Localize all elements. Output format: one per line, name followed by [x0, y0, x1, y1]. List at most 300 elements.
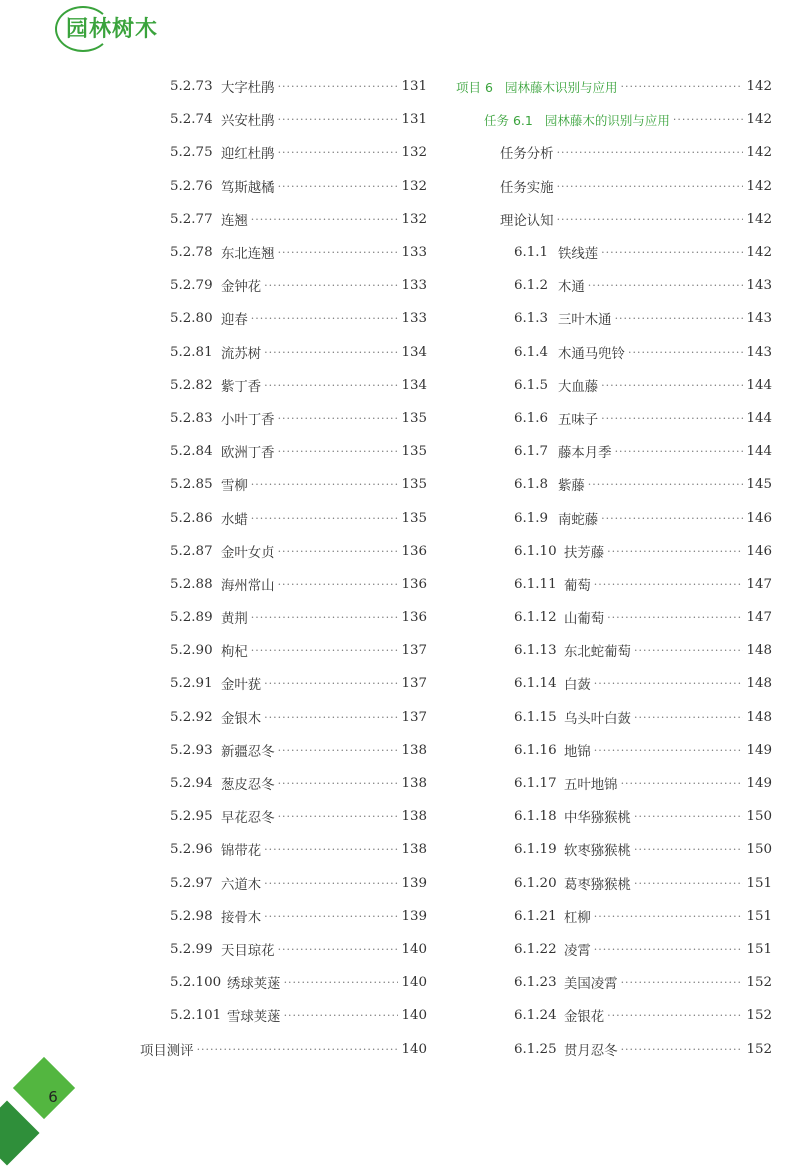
- entry-title: 葱皮忍冬: [221, 778, 275, 794]
- entry-title: 南蛇藤: [558, 512, 599, 528]
- leader-dots: [620, 80, 743, 93]
- leader-dots: [251, 312, 399, 325]
- entry-title: 迎春: [221, 313, 248, 329]
- entry-number: 6.1.20: [514, 875, 557, 891]
- entry-page: 152: [746, 1041, 772, 1057]
- entry-page: 148: [746, 676, 772, 692]
- leader-dots: [284, 976, 399, 989]
- entry-number: 5.2.79: [170, 278, 213, 294]
- toc-entry[interactable]: [130, 203, 427, 236]
- entry-number: 6.1.14: [514, 676, 557, 692]
- entry-page: 148: [746, 709, 772, 725]
- toc-entry[interactable]: [130, 867, 427, 900]
- leader-dots: [264, 910, 398, 923]
- leader-dots: [673, 113, 744, 126]
- entry-title: 贯月忍冬: [564, 1043, 618, 1059]
- entry-title: 中华猕猴桃: [564, 811, 631, 827]
- entry-title: 东北连翘: [221, 247, 275, 263]
- entry-title: 杠柳: [564, 910, 591, 926]
- entry-page: 135: [401, 477, 427, 493]
- entry-title: 紫藤: [558, 479, 585, 495]
- leader-dots: [588, 279, 744, 292]
- leader-dots: [557, 146, 744, 159]
- leader-dots: [264, 279, 398, 292]
- toc-entry[interactable]: [456, 170, 772, 203]
- entry-title: 项目测评: [140, 1043, 194, 1059]
- leader-dots: [607, 1009, 743, 1022]
- entry-page: 143: [746, 278, 772, 294]
- entry-page: 142: [746, 112, 772, 128]
- entry-page: 152: [746, 975, 772, 991]
- entry-page: 143: [746, 344, 772, 360]
- entry-title: 木通马兜铃: [558, 346, 625, 362]
- entry-number: 5.2.83: [170, 410, 213, 426]
- entry-title: 金银花: [564, 1010, 605, 1026]
- entry-page: 131: [401, 112, 427, 128]
- entry-title: 金叶女贞: [221, 545, 275, 561]
- entry-number: 5.2.75: [170, 145, 213, 161]
- leader-dots: [601, 246, 743, 259]
- entry-title: 雪柳: [221, 479, 248, 495]
- entry-page: 140: [401, 1041, 427, 1057]
- toc-entry[interactable]: [456, 734, 772, 767]
- toc-entry[interactable]: [456, 468, 772, 501]
- leader-dots: [251, 611, 399, 624]
- entry-title: 地锦: [564, 744, 591, 760]
- entry-number: 5.2.77: [170, 211, 213, 227]
- leader-dots: [278, 412, 399, 425]
- leader-dots: [197, 1043, 399, 1056]
- leader-dots: [264, 379, 398, 392]
- toc-entry[interactable]: [130, 302, 427, 335]
- toc-entry-project-evaluation[interactable]: [130, 1032, 427, 1065]
- entry-title: 金叶莸: [221, 678, 262, 694]
- leader-dots: [628, 346, 743, 359]
- entry-number: 5.2.92: [170, 709, 213, 725]
- toc-entry[interactable]: [456, 203, 772, 236]
- entry-number: 5.2.95: [170, 809, 213, 825]
- entry-title: 枸杞: [221, 645, 248, 661]
- entry-page: 138: [401, 742, 427, 758]
- toc-entry[interactable]: [130, 236, 427, 269]
- entry-title: 新疆忍冬: [221, 744, 275, 760]
- leader-dots: [284, 1009, 399, 1022]
- leader-dots: [278, 113, 399, 126]
- entry-page: 151: [746, 941, 772, 957]
- leader-dots: [615, 445, 744, 458]
- toc-entry[interactable]: [130, 701, 427, 734]
- entry-page: 133: [401, 278, 427, 294]
- entry-number: 6.1.8: [514, 477, 549, 493]
- entry-title: 金钟花: [221, 280, 262, 296]
- entry-page: 138: [401, 842, 427, 858]
- entry-page: 150: [746, 809, 772, 825]
- entry-title: 扶芳藤: [564, 545, 605, 561]
- leader-dots: [251, 644, 399, 657]
- entry-page: 136: [401, 576, 427, 592]
- entry-page: 142: [746, 211, 772, 227]
- entry-title: 兴安杜鹃: [221, 114, 275, 130]
- entry-page: 150: [746, 842, 772, 858]
- leader-dots: [278, 943, 399, 956]
- entry-page: 139: [401, 875, 427, 891]
- entry-page: 135: [401, 510, 427, 526]
- toc-entry[interactable]: [130, 601, 427, 634]
- leader-dots: [634, 877, 743, 890]
- leader-dots: [251, 213, 399, 226]
- entry-number: 6.1.1: [514, 245, 549, 261]
- leader-dots: [278, 146, 399, 159]
- entry-number: 6.1.6: [514, 410, 549, 426]
- toc-entry[interactable]: [456, 435, 772, 468]
- entry-title: 五味子: [558, 412, 599, 428]
- toc-entry[interactable]: [456, 701, 772, 734]
- toc-entry[interactable]: [130, 900, 427, 933]
- entry-number: 5.2.78: [170, 245, 213, 261]
- leader-dots: [607, 611, 743, 624]
- entry-number: 5.2.80: [170, 311, 213, 327]
- entry-title: 五叶地锦: [564, 778, 618, 794]
- leader-dots: [251, 478, 399, 491]
- entry-title: 大血藤: [558, 379, 599, 395]
- entry-page: 151: [746, 875, 772, 891]
- toc-entry[interactable]: [130, 402, 427, 435]
- entry-page: 147: [746, 576, 772, 592]
- toc-entry[interactable]: [130, 269, 427, 302]
- entry-page: 133: [401, 245, 427, 261]
- toc-entry[interactable]: [130, 667, 427, 700]
- entry-page: 142: [746, 245, 772, 261]
- entry-number: 任务 6.1: [484, 112, 533, 128]
- entry-title: 雪球荚蒾: [227, 1010, 281, 1026]
- entry-title: 大字杜鹃: [221, 81, 275, 97]
- leader-dots: [634, 644, 743, 657]
- toc-entry[interactable]: [130, 800, 427, 833]
- leader-dots: [601, 412, 743, 425]
- toc-entry[interactable]: [456, 535, 772, 568]
- entry-number: 5.2.96: [170, 842, 213, 858]
- leader-dots: [278, 744, 399, 757]
- entry-number: 5.2.82: [170, 377, 213, 393]
- entry-title: 任务分析: [500, 147, 554, 163]
- entry-title: 园林藤木识别与应用: [504, 79, 618, 95]
- leader-dots: [278, 545, 399, 558]
- entry-number: 5.2.97: [170, 875, 213, 891]
- entry-number: 6.1.10: [514, 543, 557, 559]
- toc-entry[interactable]: [130, 103, 427, 136]
- leader-dots: [594, 910, 744, 923]
- entry-title: 天目琼花: [221, 943, 275, 959]
- toc-entry[interactable]: [456, 269, 772, 302]
- entry-title: 紫丁香: [221, 379, 262, 395]
- toc-entry-project[interactable]: [456, 70, 772, 103]
- toc-entry[interactable]: [130, 501, 427, 534]
- toc-entry[interactable]: [456, 900, 772, 933]
- entry-number: 5.2.85: [170, 477, 213, 493]
- toc-entry[interactable]: [456, 302, 772, 335]
- toc-entry[interactable]: [456, 800, 772, 833]
- entry-number: 6.1.16: [514, 742, 557, 758]
- entry-page: 146: [746, 510, 772, 526]
- entry-page: 142: [746, 178, 772, 194]
- entry-page: 144: [746, 377, 772, 393]
- entry-number: 6.1.11: [514, 576, 557, 592]
- entry-number: 6.1.12: [514, 610, 557, 626]
- leader-dots: [278, 80, 399, 93]
- entry-title: 铁线莲: [558, 247, 599, 263]
- entry-number: 6.1.2: [514, 278, 549, 294]
- entry-page: 132: [401, 211, 427, 227]
- entry-page: 142: [746, 79, 772, 95]
- entry-page: 151: [746, 908, 772, 924]
- entry-number: 5.2.84: [170, 444, 213, 460]
- leader-dots: [634, 711, 743, 724]
- page-number: 6: [48, 1088, 58, 1106]
- entry-title: 葡萄: [564, 578, 591, 594]
- entry-page: 148: [746, 643, 772, 659]
- entry-title: 接骨木: [221, 910, 262, 926]
- leader-dots: [557, 180, 744, 193]
- entry-page: 135: [401, 410, 427, 426]
- entry-number: 6.1.9: [514, 510, 549, 526]
- entry-title: 山葡萄: [564, 612, 605, 628]
- leader-dots: [278, 246, 399, 259]
- leader-dots: [264, 877, 398, 890]
- leader-dots: [278, 180, 399, 193]
- entry-page: 134: [401, 344, 427, 360]
- entry-number: 5.2.81: [170, 344, 213, 360]
- toc-entry[interactable]: [130, 734, 427, 767]
- toc-entry[interactable]: [456, 402, 772, 435]
- entry-number: 5.2.89: [170, 610, 213, 626]
- entry-number: 5.2.74: [170, 112, 213, 128]
- leader-dots: [607, 545, 743, 558]
- entry-number: 5.2.91: [170, 676, 213, 692]
- entry-title: 连翘: [221, 213, 248, 229]
- leader-dots: [601, 379, 743, 392]
- entry-title: 东北蛇葡萄: [564, 645, 631, 661]
- entry-page: 132: [401, 178, 427, 194]
- entry-page: 134: [401, 377, 427, 393]
- toc-entry[interactable]: [456, 767, 772, 800]
- entry-title: 流苏树: [221, 346, 262, 362]
- toc-entry[interactable]: [456, 867, 772, 900]
- leader-dots: [264, 346, 398, 359]
- entry-number: 6.1.24: [514, 1008, 557, 1024]
- toc-entry[interactable]: [456, 336, 772, 369]
- entry-title: 小叶丁香: [221, 412, 275, 428]
- entry-number: 6.1.13: [514, 643, 557, 659]
- entry-number: 6.1.22: [514, 941, 557, 957]
- leader-dots: [594, 677, 744, 690]
- toc-entry[interactable]: [456, 966, 772, 999]
- entry-title: 欧洲丁香: [221, 446, 275, 462]
- entry-page: 133: [401, 311, 427, 327]
- leader-dots: [601, 512, 743, 525]
- entry-number: 5.2.99: [170, 941, 213, 957]
- leader-dots: [278, 578, 399, 591]
- entry-number: 5.2.88: [170, 576, 213, 592]
- entry-number: 5.2.73: [170, 79, 213, 95]
- leader-dots: [621, 1043, 744, 1056]
- toc-entry[interactable]: [130, 336, 427, 369]
- leader-dots: [264, 677, 398, 690]
- toc-entry[interactable]: [456, 634, 772, 667]
- entry-number: 5.2.93: [170, 742, 213, 758]
- entry-number: 6.1.15: [514, 709, 557, 725]
- entry-title: 乌头叶白蔹: [564, 711, 631, 727]
- toc-entry[interactable]: [456, 568, 772, 601]
- entry-page: 135: [401, 444, 427, 460]
- toc-entry[interactable]: [130, 833, 427, 866]
- entry-number: 项目 6: [456, 79, 493, 95]
- entry-title: 白蔹: [564, 678, 591, 694]
- entry-title: 园林藤木的识别与应用: [544, 112, 670, 128]
- leader-dots: [264, 843, 398, 856]
- leader-dots: [615, 312, 744, 325]
- leader-dots: [634, 843, 743, 856]
- toc-entry-task[interactable]: [456, 103, 772, 136]
- entry-page: 138: [401, 809, 427, 825]
- toc-left-column: [130, 70, 427, 1066]
- entry-number: 6.1.17: [514, 776, 557, 792]
- entry-number: 6.1.25: [514, 1041, 557, 1057]
- leader-dots: [278, 777, 399, 790]
- entry-number: 6.1.7: [514, 444, 549, 460]
- entry-number: 6.1.21: [514, 908, 557, 924]
- entry-title: 黄荆: [221, 612, 248, 628]
- entry-number: 6.1.19: [514, 842, 557, 858]
- toc-entry[interactable]: [456, 236, 772, 269]
- toc-entry[interactable]: [130, 966, 427, 999]
- entry-title: 任务实施: [500, 180, 554, 196]
- leader-dots: [588, 478, 744, 491]
- entry-title: 水蜡: [221, 512, 248, 528]
- toc-entry[interactable]: [456, 1032, 772, 1065]
- entry-page: 131: [401, 79, 427, 95]
- toc-entry[interactable]: [456, 136, 772, 169]
- toc-entry[interactable]: [130, 136, 427, 169]
- entry-page: 136: [401, 610, 427, 626]
- leader-dots: [278, 810, 399, 823]
- toc-entry[interactable]: [130, 568, 427, 601]
- toc-entry[interactable]: [130, 170, 427, 203]
- toc-entry[interactable]: [130, 468, 427, 501]
- entry-number: 5.2.100: [170, 975, 222, 991]
- entry-number: 5.2.94: [170, 776, 213, 792]
- leader-dots: [594, 578, 744, 591]
- entry-page: 137: [401, 643, 427, 659]
- leader-dots: [251, 512, 399, 525]
- entry-number: 5.2.87: [170, 543, 213, 559]
- entry-title: 锦带花: [221, 844, 262, 860]
- entry-title: 金银木: [221, 711, 262, 727]
- entry-title: 笃斯越橘: [221, 180, 275, 196]
- entry-page: 140: [401, 975, 427, 991]
- entry-title: 六道木: [221, 877, 262, 893]
- leader-dots: [278, 445, 399, 458]
- toc-entry[interactable]: [130, 767, 427, 800]
- toc-entry[interactable]: [130, 933, 427, 966]
- entry-title: 绣球荚蒾: [227, 977, 281, 993]
- entry-page: 132: [401, 145, 427, 161]
- toc-right-column: [456, 70, 772, 1066]
- entry-page: 152: [746, 1008, 772, 1024]
- entry-page: 142: [746, 145, 772, 161]
- toc-entry[interactable]: [130, 999, 427, 1032]
- entry-title: 藤本月季: [558, 446, 612, 462]
- logo-text: 园林树木: [66, 16, 159, 42]
- toc-entry[interactable]: [130, 435, 427, 468]
- toc-entry[interactable]: [130, 369, 427, 402]
- toc-entry[interactable]: [456, 667, 772, 700]
- entry-number: 6.1.23: [514, 975, 557, 991]
- entry-page: 143: [746, 311, 772, 327]
- leader-dots: [557, 213, 744, 226]
- entry-title: 葛枣猕猴桃: [564, 877, 631, 893]
- toc-entry[interactable]: [130, 634, 427, 667]
- entry-page: 137: [401, 709, 427, 725]
- leader-dots: [594, 943, 744, 956]
- logo: [58, 6, 158, 48]
- entry-page: 145: [746, 477, 772, 493]
- entry-title: 美国凌霄: [564, 977, 618, 993]
- entry-number: 6.1.4: [514, 344, 549, 360]
- entry-number: 5.2.86: [170, 510, 213, 526]
- entry-number: 5.2.98: [170, 908, 213, 924]
- entry-page: 136: [401, 543, 427, 559]
- entry-page: 140: [401, 941, 427, 957]
- toc-entry[interactable]: [456, 601, 772, 634]
- entry-title: 软枣猕猴桃: [564, 844, 631, 860]
- entry-page: 149: [746, 776, 772, 792]
- toc-entry[interactable]: [456, 933, 772, 966]
- entry-page: 140: [401, 1008, 427, 1024]
- entry-number: 6.1.18: [514, 809, 557, 825]
- entry-page: 146: [746, 543, 772, 559]
- toc-entry[interactable]: [456, 501, 772, 534]
- entry-number: 5.2.101: [170, 1008, 222, 1024]
- toc-entry[interactable]: [456, 833, 772, 866]
- toc-entry[interactable]: [130, 70, 427, 103]
- leader-dots: [621, 777, 744, 790]
- entry-number: 6.1.5: [514, 377, 549, 393]
- entry-title: 理论认知: [500, 213, 554, 229]
- entry-page: 137: [401, 676, 427, 692]
- leader-dots: [594, 744, 744, 757]
- entry-title: 凌霄: [564, 943, 591, 959]
- entry-page: 138: [401, 776, 427, 792]
- entry-number: 6.1.3: [514, 311, 549, 327]
- leader-dots: [621, 976, 744, 989]
- entry-title: 海州常山: [221, 578, 275, 594]
- toc-entry[interactable]: [456, 369, 772, 402]
- entry-title: 早花忍冬: [221, 811, 275, 827]
- toc-entry[interactable]: [456, 999, 772, 1032]
- entry-page: 139: [401, 908, 427, 924]
- entry-number: 5.2.90: [170, 643, 213, 659]
- entry-number: 5.2.76: [170, 178, 213, 194]
- toc-entry[interactable]: [130, 535, 427, 568]
- entry-title: 迎红杜鹃: [221, 147, 275, 163]
- entry-title: 三叶木通: [558, 313, 612, 329]
- entry-page: 149: [746, 742, 772, 758]
- leader-dots: [264, 711, 398, 724]
- entry-page: 144: [746, 410, 772, 426]
- leader-dots: [634, 810, 743, 823]
- entry-title: 木通: [558, 280, 585, 296]
- entry-page: 144: [746, 444, 772, 460]
